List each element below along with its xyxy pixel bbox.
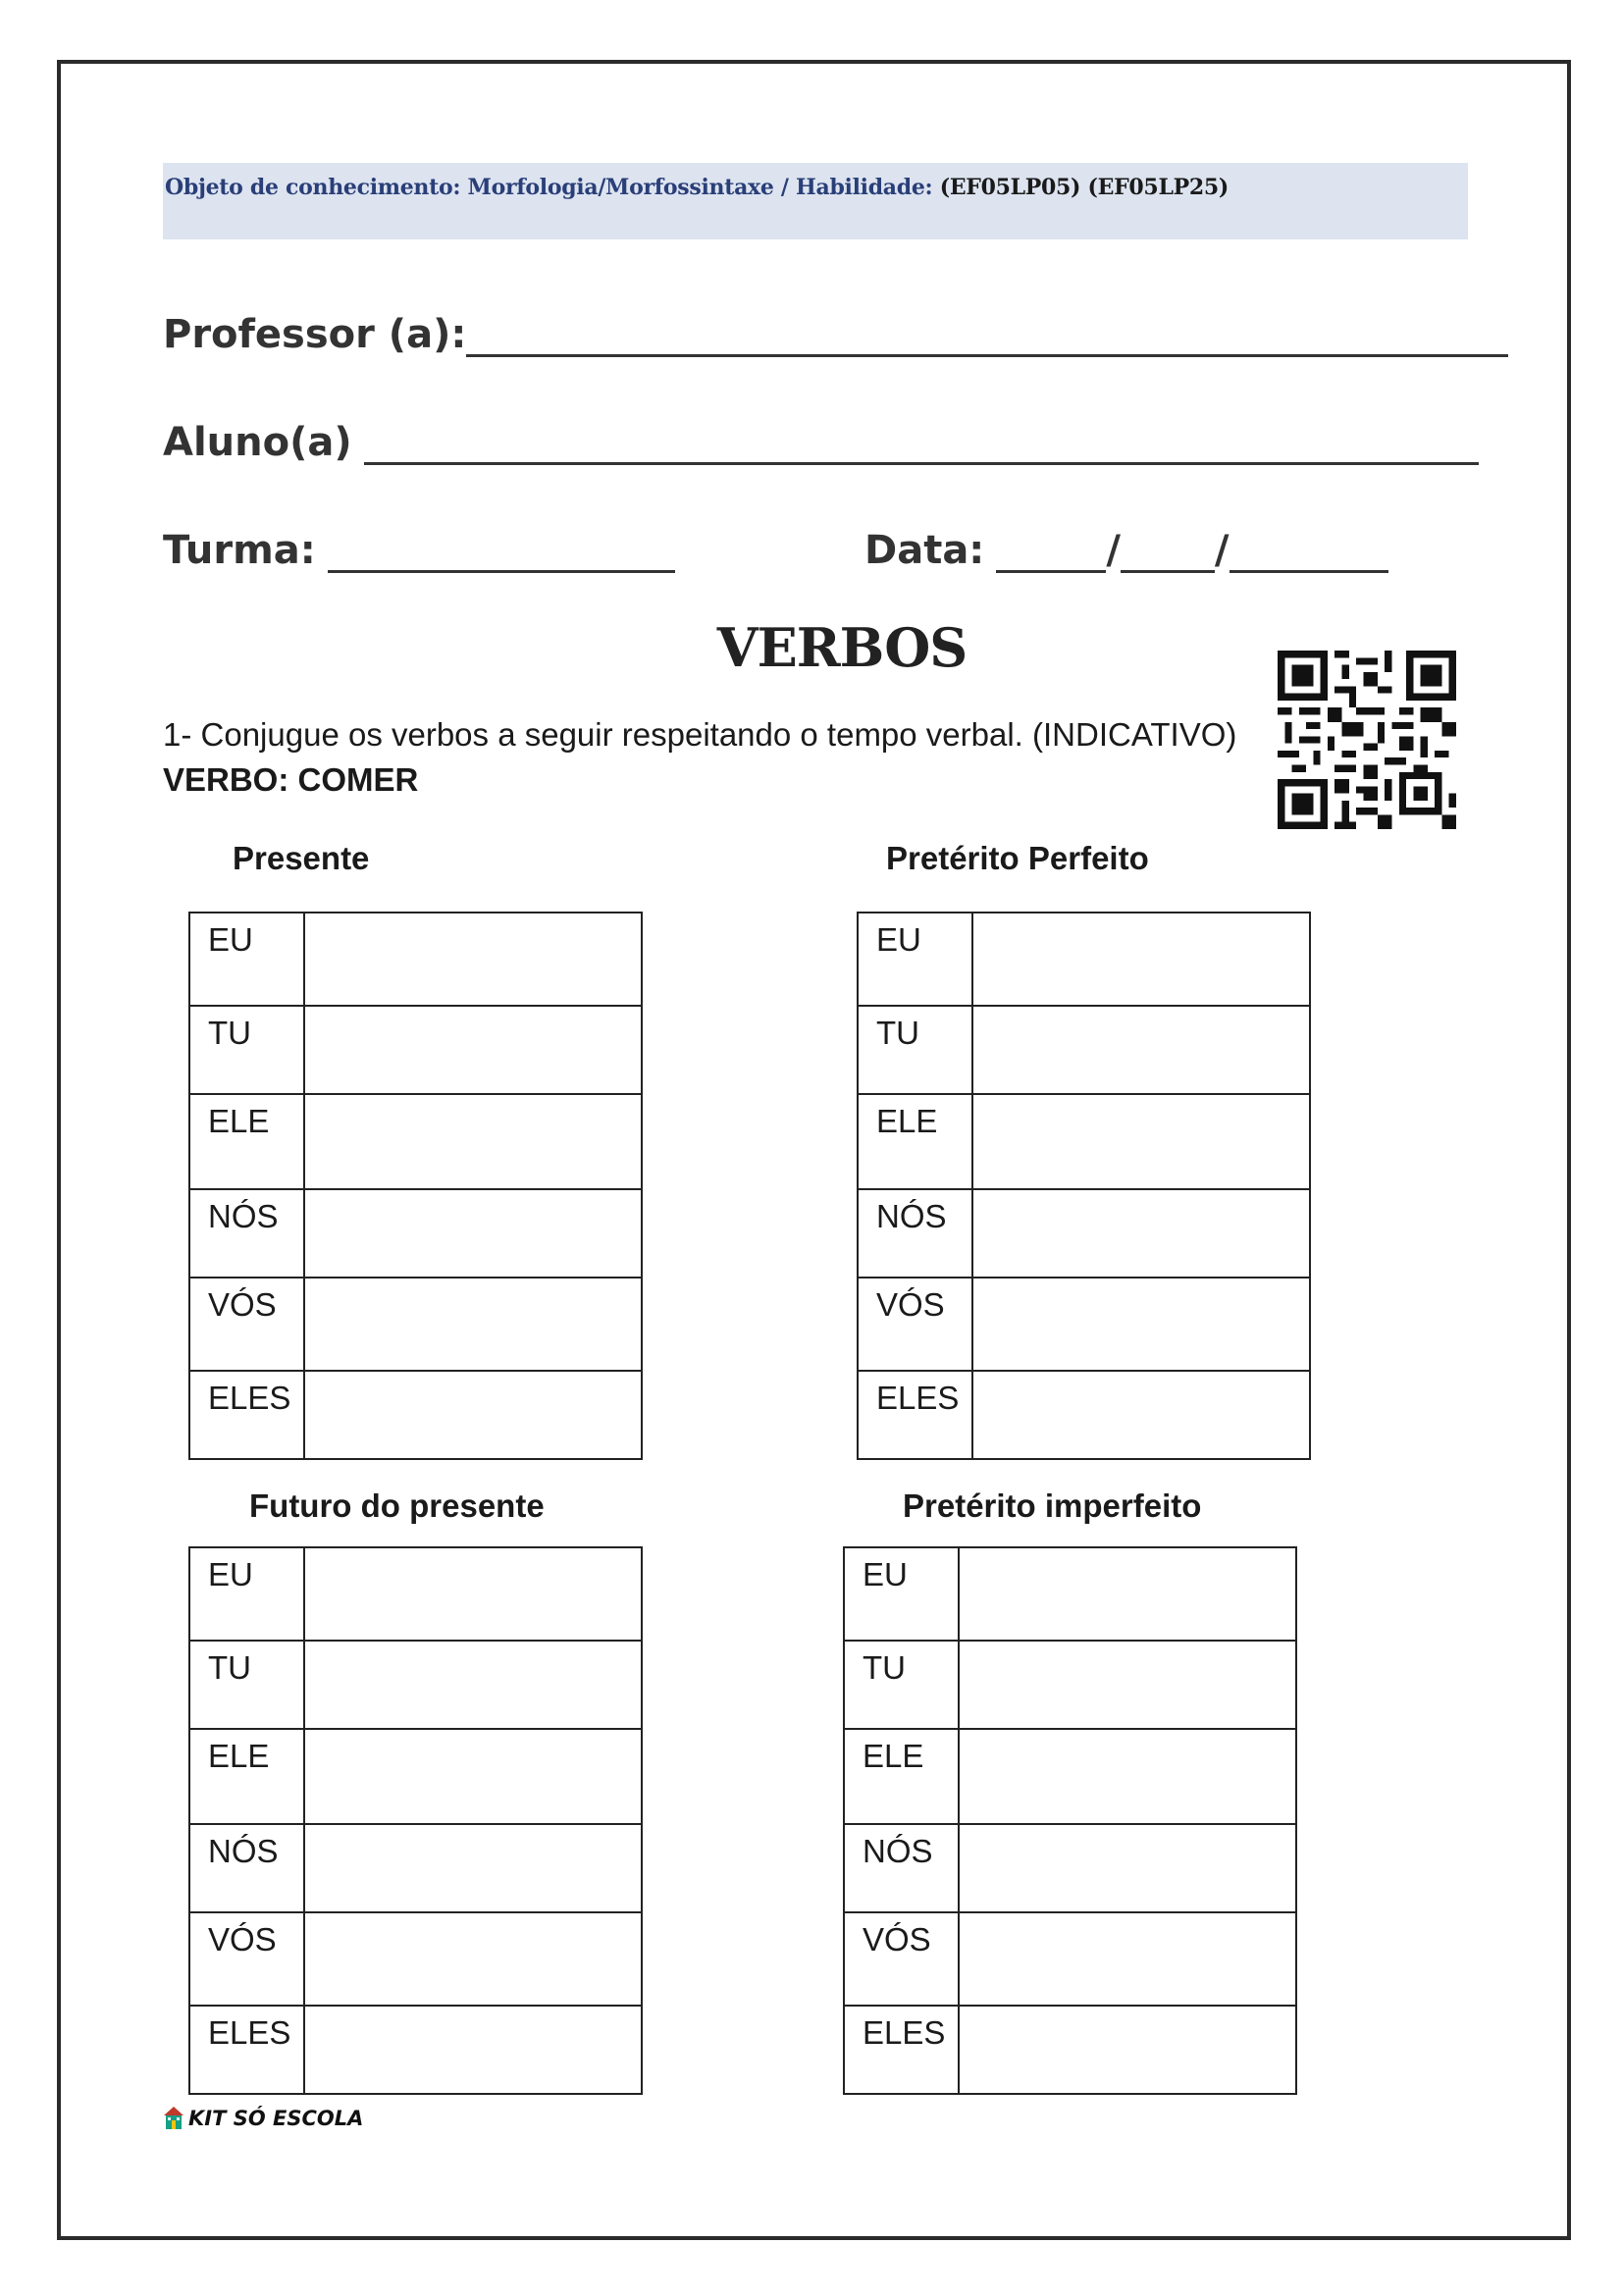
answer-cell[interactable] — [972, 1006, 1310, 1094]
pronoun-cell: NÓS — [189, 1189, 304, 1278]
answer-cell[interactable] — [304, 1094, 642, 1189]
banner-codes: (EF05LP05) (EF05LP25) — [939, 175, 1229, 200]
table-row — [858, 1006, 1310, 1094]
conjugation-table-preterito-imperfeito — [843, 1546, 1297, 2095]
pronoun-cell: TU — [844, 1641, 959, 1729]
table-row — [844, 1729, 1296, 1824]
pronoun-cell: VÓS — [844, 1912, 959, 2006]
answer-cell[interactable] — [304, 1641, 642, 1729]
answer-cell[interactable] — [959, 1912, 1296, 2006]
table-row — [858, 1371, 1310, 1459]
pronoun-cell: NÓS — [844, 1824, 959, 1912]
answer-cell[interactable] — [959, 1824, 1296, 1912]
qr-code-icon — [1278, 651, 1456, 829]
pronoun-cell: TU — [189, 1006, 304, 1094]
date-day-line[interactable] — [996, 537, 1106, 573]
instruction-text: 1- Conjugue os verbos a seguir respeitando o tempo verbal. (INDICATIVO) — [163, 716, 1237, 753]
class-label: Turma: — [163, 528, 316, 573]
pronoun-cell: NÓS — [858, 1189, 972, 1278]
class-field — [163, 528, 675, 573]
pronoun-cell: ELE — [189, 1729, 304, 1824]
answer-cell[interactable] — [304, 2006, 642, 2094]
table-row — [189, 2006, 642, 2094]
answer-cell[interactable] — [304, 1824, 642, 1912]
answer-cell[interactable] — [959, 2006, 1296, 2094]
student-field — [163, 420, 1479, 465]
pronoun-cell: ELE — [858, 1094, 972, 1189]
answer-cell[interactable] — [304, 1371, 642, 1459]
pronoun-cell: EU — [189, 913, 304, 1006]
conjugation-table-preterito-perfeito — [857, 912, 1311, 1460]
date-separator-2: / — [1214, 528, 1230, 573]
tense-heading-preterito-perfeito: Pretérito Perfeito — [886, 840, 1149, 876]
table-row — [858, 913, 1310, 1006]
pronoun-cell: TU — [189, 1641, 304, 1729]
pronoun-cell: NÓS — [189, 1824, 304, 1912]
conjugation-table-futuro-do-presente — [188, 1546, 643, 2095]
table-row — [844, 1824, 1296, 1912]
table-row — [189, 1371, 642, 1459]
banner-label: Objeto de conhecimento: Morfologia/Morfossintaxe / Habilidade: — [165, 175, 940, 200]
date-year-line[interactable] — [1230, 537, 1388, 573]
answer-cell[interactable] — [972, 1371, 1310, 1459]
schoolhouse-icon — [163, 2106, 184, 2131]
footer-brand — [163, 2106, 363, 2131]
table-row — [189, 1094, 642, 1189]
table-row — [189, 1912, 642, 2006]
answer-cell[interactable] — [304, 1189, 642, 1278]
table-row — [858, 1094, 1310, 1189]
table-row — [189, 1189, 642, 1278]
date-field — [864, 528, 1388, 573]
pronoun-cell: ELES — [189, 2006, 304, 2094]
table-row — [844, 2006, 1296, 2094]
class-input-line[interactable] — [328, 537, 675, 573]
answer-cell[interactable] — [304, 913, 642, 1006]
answer-cell[interactable] — [959, 1547, 1296, 1641]
footer-brand-text: KIT SÓ ESCOLA — [188, 2107, 364, 2130]
pronoun-cell: EU — [844, 1547, 959, 1641]
table-row — [189, 1641, 642, 1729]
pronoun-cell: ELES — [189, 1371, 304, 1459]
student-label: Aluno(a) — [163, 420, 352, 465]
date-separator-1: / — [1106, 528, 1121, 573]
table-row — [189, 1824, 642, 1912]
answer-cell[interactable] — [959, 1641, 1296, 1729]
answer-cell[interactable] — [972, 1189, 1310, 1278]
pronoun-cell: ELE — [189, 1094, 304, 1189]
tense-heading-presente: Presente — [233, 840, 370, 876]
table-row — [189, 1729, 642, 1824]
pronoun-cell: EU — [189, 1547, 304, 1641]
answer-cell[interactable] — [972, 913, 1310, 1006]
pronoun-cell: ELE — [844, 1729, 959, 1824]
page-title: VERBOS — [716, 616, 968, 679]
table-row — [858, 1278, 1310, 1371]
pronoun-cell: ELES — [858, 1371, 972, 1459]
table-row — [844, 1912, 1296, 2006]
conjugation-table-presente — [188, 912, 643, 1460]
knowledge-banner — [163, 163, 1468, 239]
pronoun-cell: VÓS — [189, 1278, 304, 1371]
pronoun-cell: VÓS — [858, 1278, 972, 1371]
table-row — [844, 1547, 1296, 1641]
answer-cell[interactable] — [304, 1729, 642, 1824]
date-month-line[interactable] — [1121, 537, 1215, 573]
tense-heading-futuro-do-presente: Futuro do presente — [249, 1487, 545, 1524]
pronoun-cell: EU — [858, 913, 972, 1006]
pronoun-cell: VÓS — [189, 1912, 304, 2006]
tense-heading-preterito-imperfeito: Pretérito imperfeito — [903, 1487, 1202, 1524]
table-row — [189, 1547, 642, 1641]
answer-cell[interactable] — [304, 1006, 642, 1094]
student-input-line[interactable] — [364, 429, 1479, 465]
date-label: Data: — [864, 528, 985, 573]
answer-cell[interactable] — [304, 1278, 642, 1371]
answer-cell[interactable] — [304, 1547, 642, 1641]
pronoun-cell: ELES — [844, 2006, 959, 2094]
verb-label: VERBO: COMER — [163, 761, 419, 798]
answer-cell[interactable] — [972, 1278, 1310, 1371]
table-row — [189, 913, 642, 1006]
teacher-label: Professor (a): — [163, 312, 467, 357]
table-row — [858, 1189, 1310, 1278]
teacher-field — [163, 312, 1508, 357]
answer-cell[interactable] — [959, 1729, 1296, 1824]
table-row — [189, 1006, 642, 1094]
pronoun-cell: TU — [858, 1006, 972, 1094]
table-row — [844, 1641, 1296, 1729]
teacher-input-line[interactable] — [466, 321, 1508, 357]
answer-cell[interactable] — [304, 1912, 642, 2006]
answer-cell[interactable] — [972, 1094, 1310, 1189]
table-row — [189, 1278, 642, 1371]
